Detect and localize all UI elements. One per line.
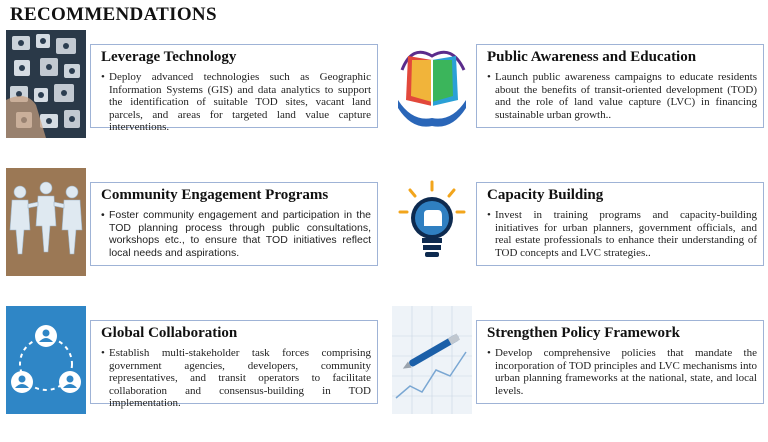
- card-title: Leverage Technology: [101, 49, 237, 65]
- card-body: [101, 209, 371, 259]
- technology-icons-image: [6, 30, 86, 138]
- card-body: [487, 71, 757, 121]
- card-box: [90, 44, 378, 134]
- card-body: [487, 209, 757, 259]
- card-box: [476, 182, 764, 266]
- bullet: •: [101, 71, 105, 83]
- page-title: RECOMMENDATIONS: [10, 4, 217, 25]
- paper-people-chain-image: [6, 168, 86, 276]
- card-text: Invest in training programs and capacity-building initiatives for urban planners, government officials, and real estate professionals to enhance their understanding of TOD concepts and LVC strategies..: [495, 209, 757, 259]
- open-book-hand-icon: [392, 30, 472, 138]
- bullet: •: [101, 347, 105, 359]
- lightbulb-fist-icon: [392, 168, 472, 276]
- card-title: Public Awareness and Education: [487, 49, 697, 65]
- people-network-icon: [6, 306, 86, 414]
- card-strengthen-policy: [392, 306, 764, 414]
- card-body: [101, 71, 371, 134]
- bullet: •: [487, 71, 491, 83]
- card-body: [487, 347, 757, 397]
- card-text: Foster community engagement and participation in the TOD planning process through public consultations, workshops etc., to ensure that TOD initiatives reflect local needs and aspirations.: [109, 209, 371, 259]
- card-text: Launch public awareness campaigns to educate residents about the benefits of transit-oriented development (TOD) and the role of land value capture (LVC) in financing sustainable urban growth..: [495, 71, 757, 121]
- card-title: Capacity Building: [487, 187, 604, 203]
- card-box: [476, 320, 764, 404]
- card-capacity-building: [392, 168, 764, 276]
- pen-chart-image: [392, 306, 472, 414]
- card-box: [90, 182, 378, 266]
- card-global-collaboration: [6, 306, 378, 414]
- card-body: [101, 347, 371, 410]
- card-title: Community Engagement Programs: [101, 187, 329, 203]
- card-box: [90, 320, 378, 410]
- bullet: •: [487, 209, 491, 221]
- card-title: Strengthen Policy Framework: [487, 325, 681, 341]
- card-box: [476, 44, 764, 128]
- bullet: •: [487, 347, 491, 359]
- card-leverage-technology: [6, 30, 378, 138]
- card-title: Global Collaboration: [101, 325, 238, 341]
- card-text: Develop comprehensive policies that mandate the incorporation of TOD principles and LVC mechanisms into urban planning frameworks at the national, state, and local levels.: [495, 347, 757, 397]
- card-community-engagement: [6, 168, 378, 276]
- card-public-awareness: [392, 30, 764, 138]
- card-text: Establish multi-stakeholder task forces comprising government agencies, developers, community representatives, and transit operators to facilitate collaboration and consensus-building in TOD implementation.: [109, 347, 371, 410]
- card-text: Deploy advanced technologies such as Geographic Information Systems (GIS) and data analytics to support the identification of suitable TOD sites, vacant land parcels, and areas for targeted land value capture interventions.: [109, 71, 371, 134]
- bullet: •: [101, 209, 105, 221]
